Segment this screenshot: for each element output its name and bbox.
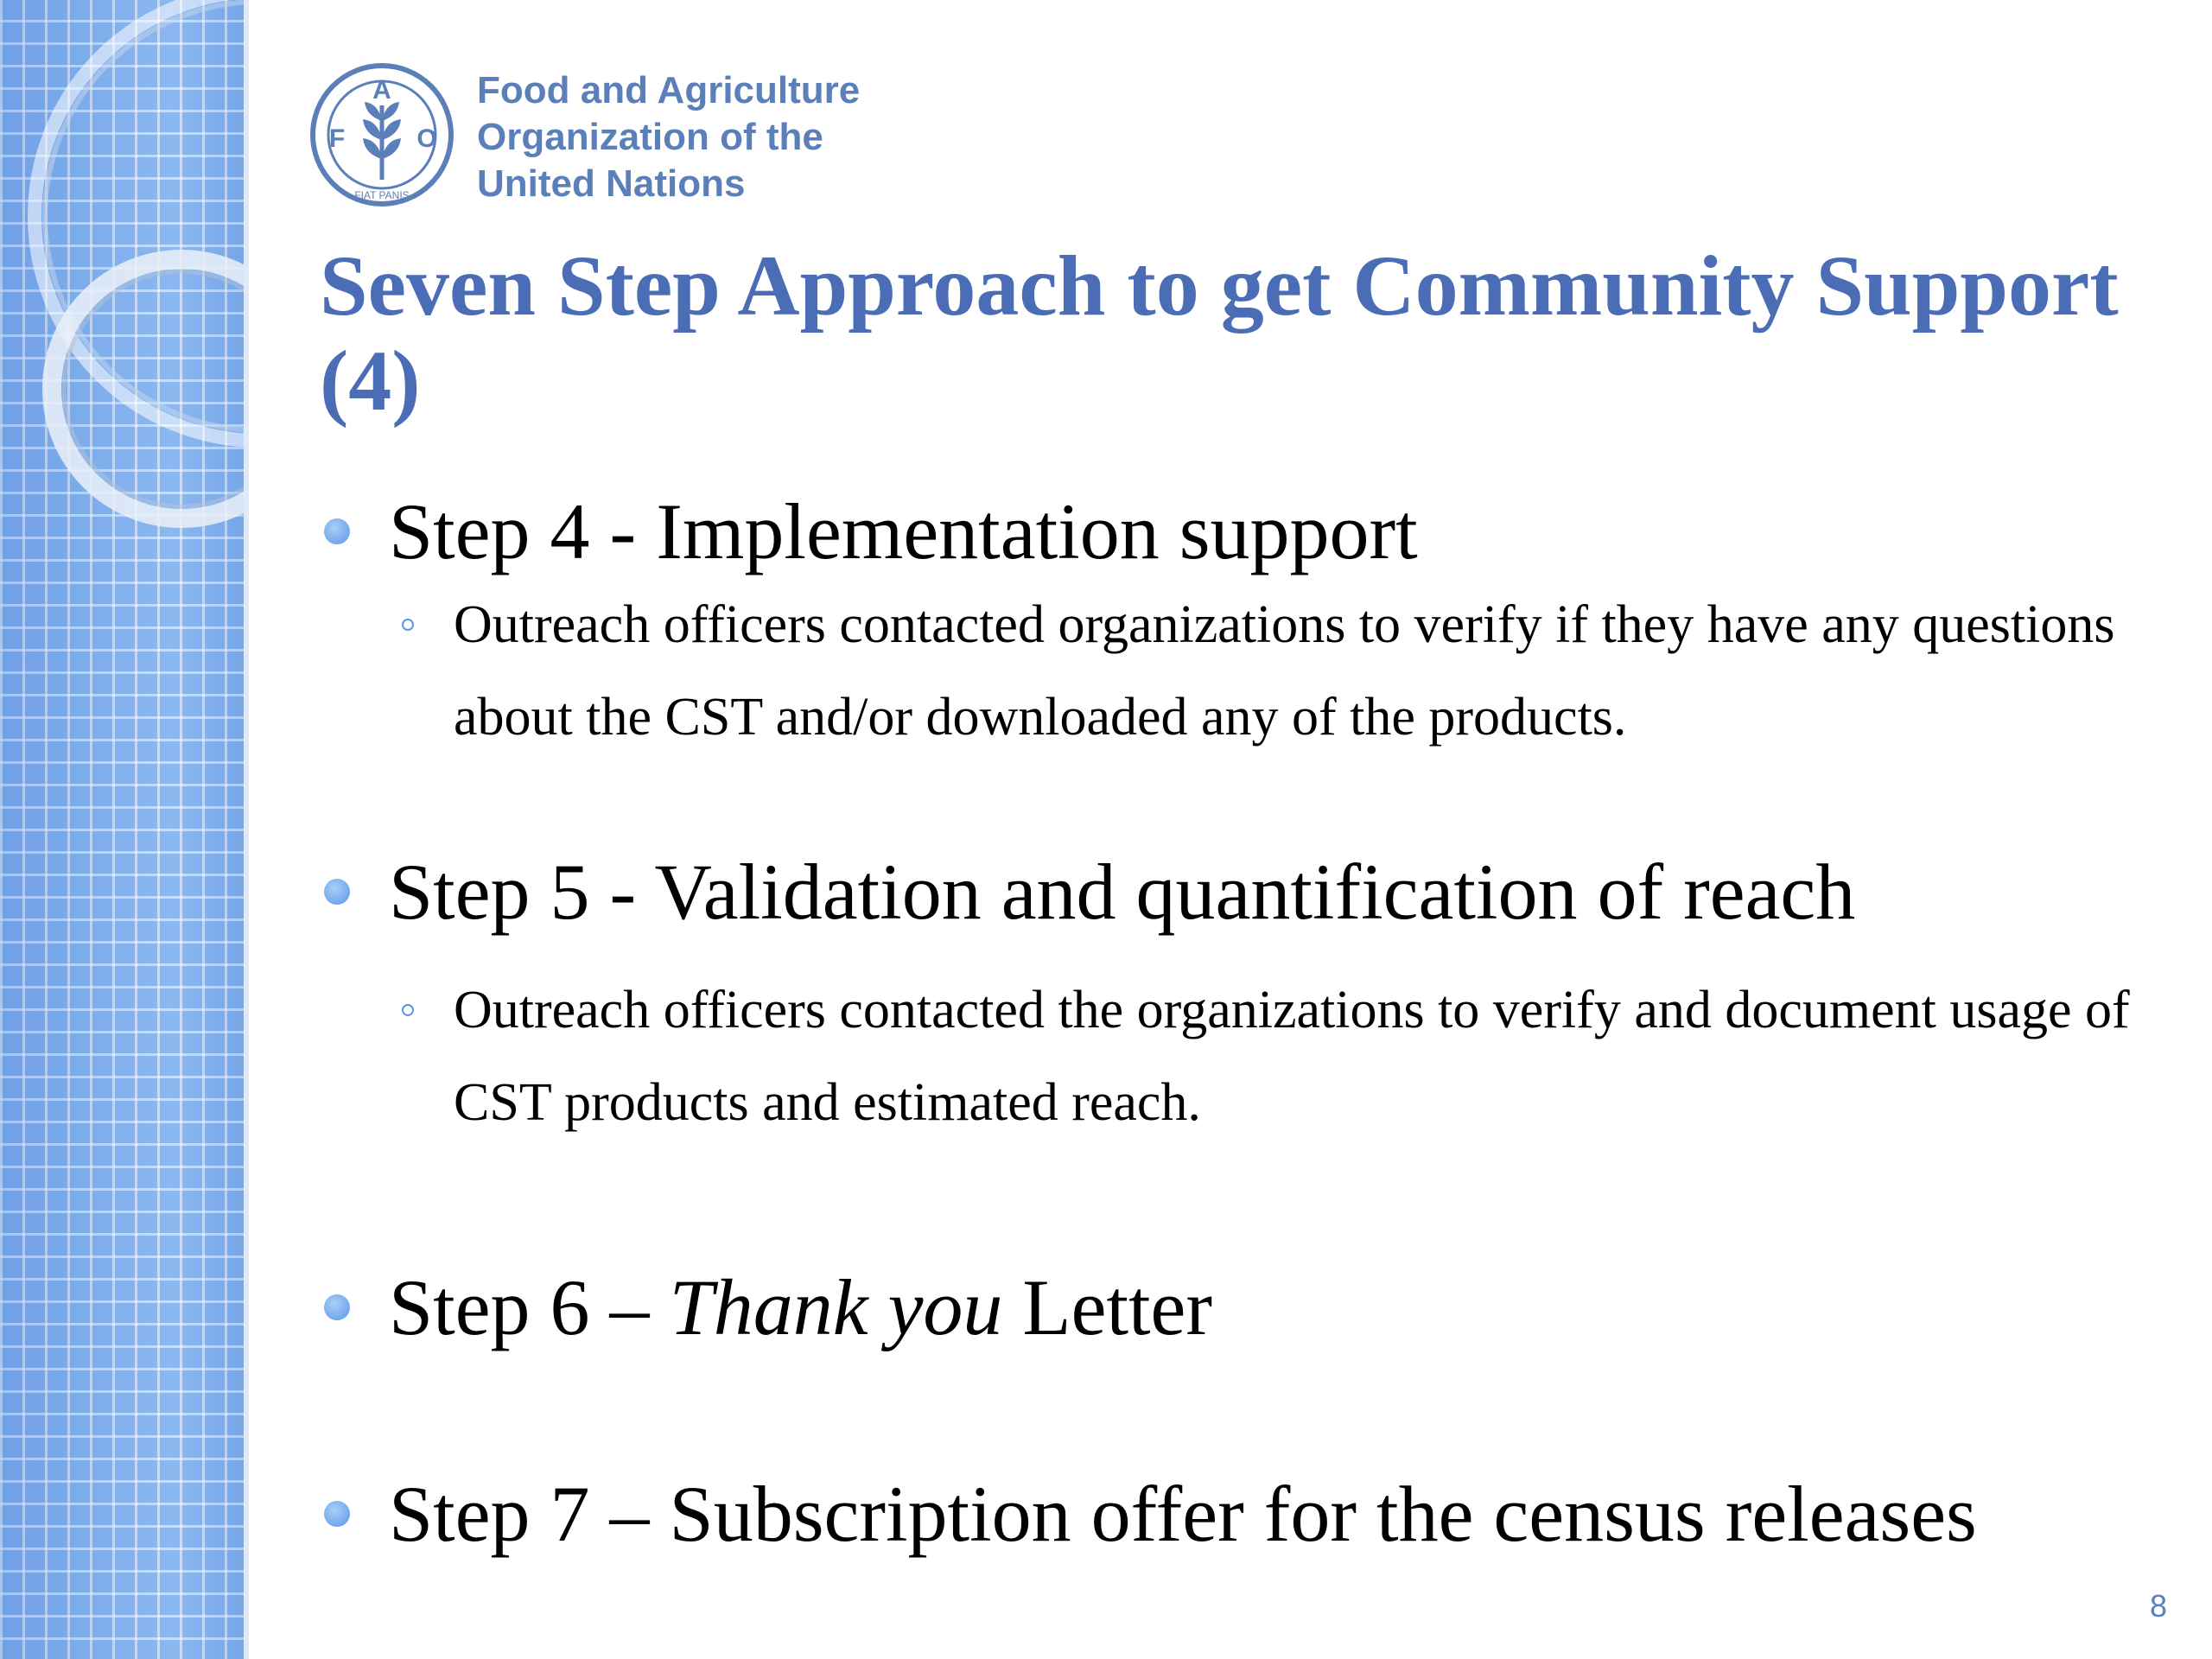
- bullet-dot: [324, 1501, 350, 1527]
- sub-bullet-dot: [402, 1004, 414, 1016]
- step-4-detail: Outreach officers contacted organizations to verify if they have any questions about the CST and/or downloaded any of the products.: [454, 595, 2115, 747]
- step-5-heading: Step 5 - Validation and quantification of reach: [389, 848, 1856, 936]
- fao-emblem-icon: [308, 60, 456, 209]
- logo-line-3: United Nations: [477, 162, 746, 205]
- slide-title: Seven Step Approach to get Community Support (4): [320, 238, 2119, 429]
- bullet-dot: [324, 1294, 350, 1320]
- step-6-suffix: Letter: [1002, 1263, 1213, 1351]
- step-6-prefix: Step 6 –: [389, 1263, 670, 1351]
- step-4-heading: Step 4 - Implementation support: [389, 487, 1418, 575]
- logo-line-2: Organization of the: [477, 116, 823, 158]
- bullet-dot: [324, 518, 350, 544]
- sidebar-decoration: [0, 0, 247, 1659]
- emblem-motto: FIAT PANIS: [354, 189, 410, 201]
- fao-logo-text: [477, 67, 860, 207]
- bullet-dot: [324, 879, 350, 905]
- sub-bullet-dot: [402, 619, 414, 631]
- emblem-letter-f: F: [328, 124, 346, 153]
- step-6-italic: Thank you: [669, 1263, 1003, 1351]
- page-number: 8: [2149, 1588, 2167, 1624]
- sidebar-circles-decoration: [0, 0, 247, 1659]
- step-7-heading: Step 7 – Subscription offer for the census releases: [389, 1470, 1977, 1558]
- step-5-detail: Outreach officers contacted the organizations to verify and document usage of CST products and estimated reach.: [454, 981, 2130, 1132]
- emblem-letter-o: O: [416, 124, 437, 153]
- sidebar-edge: [244, 0, 249, 1659]
- logo-line-1: Food and Agriculture: [477, 69, 861, 111]
- emblem-letter-a: A: [372, 76, 391, 105]
- step-6-heading: [389, 1260, 1212, 1355]
